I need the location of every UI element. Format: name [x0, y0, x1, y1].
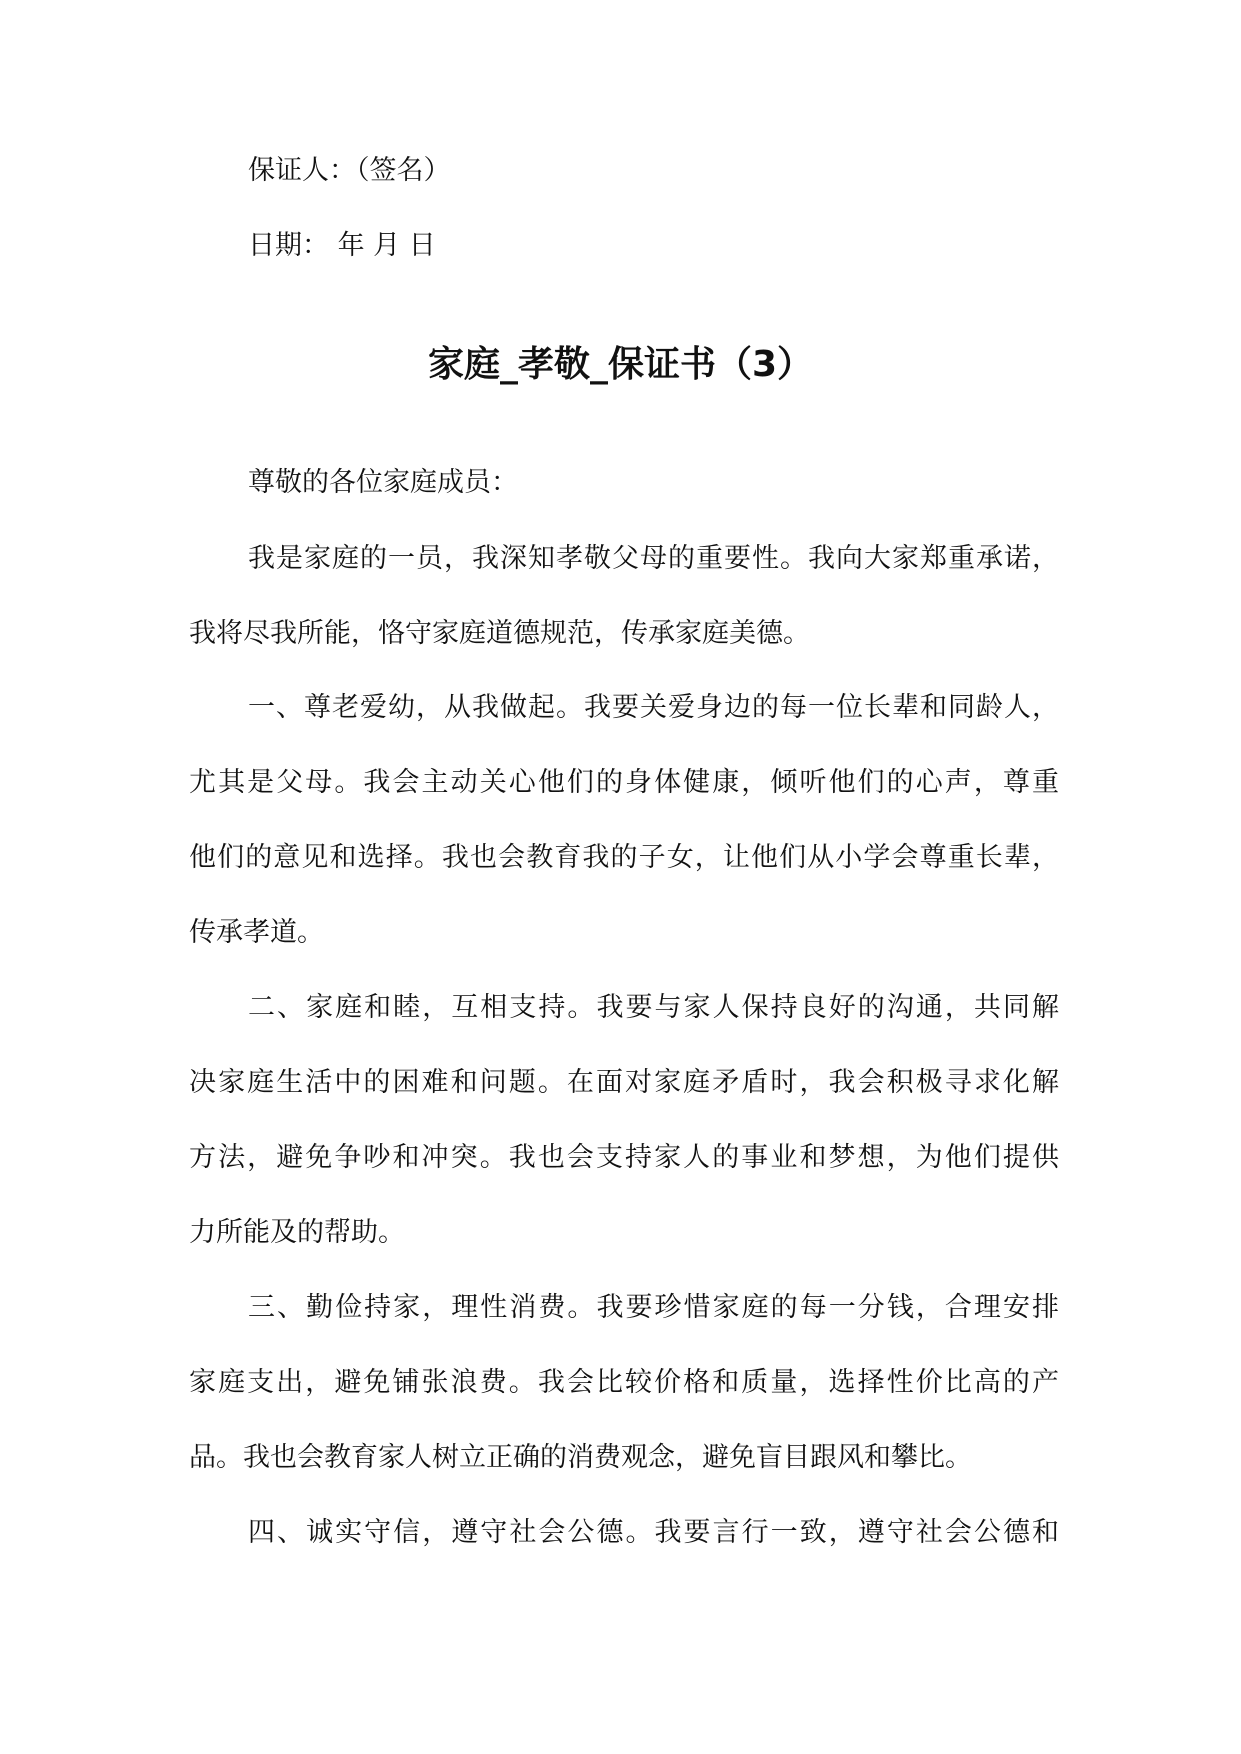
section2-line-3: 方法，避免争吵和冲突。我也会支持家人的事业和梦想，为他们提供	[189, 1142, 1059, 1173]
date-line: 日期： 年 月 日	[248, 230, 436, 261]
section1-line-3: 他们的意见和选择。我也会教育我的子女，让他们从小学会尊重长辈，	[189, 842, 1059, 873]
section4-line-1: 四、诚实守信，遵守社会公德。我要言行一致，遵守社会公德和	[248, 1517, 1059, 1548]
intro-line-1: 我是家庭的一员，我深知孝敬父母的重要性。我向大家郑重承诺，	[248, 543, 1059, 574]
salutation: 尊敬的各位家庭成员：	[248, 467, 518, 498]
section3-line-1: 三、勤俭持家，理性消费。我要珍惜家庭的每一分钱，合理安排	[248, 1292, 1059, 1323]
section2-line-4: 力所能及的帮助。	[189, 1217, 405, 1248]
section2-line-2: 决家庭生活中的困难和问题。在面对家庭矛盾时，我会积极寻求化解	[189, 1067, 1059, 1098]
section3-line-3: 品。我也会教育家人树立正确的消费观念，避免盲目跟风和攀比。	[189, 1442, 972, 1473]
intro-line-2: 我将尽我所能，恪守家庭道德规范，传承家庭美德。	[189, 618, 810, 649]
section2-line-1: 二、家庭和睦，互相支持。我要与家人保持良好的沟通，共同解	[248, 992, 1059, 1023]
section1-line-2: 尤其是父母。我会主动关心他们的身体健康，倾听他们的心声，尊重	[189, 767, 1059, 798]
document-title: 家庭_孝敬_保证书（3）	[427, 344, 814, 385]
guarantor-signature-line: 保证人：（签名）	[248, 155, 451, 186]
section1-line-4: 传承孝道。	[189, 917, 324, 948]
section1-line-1: 一、尊老爱幼，从我做起。我要关爱身边的每一位长辈和同龄人，	[248, 692, 1059, 723]
section3-line-2: 家庭支出，避免铺张浪费。我会比较价格和质量，选择性价比高的产	[189, 1367, 1059, 1398]
